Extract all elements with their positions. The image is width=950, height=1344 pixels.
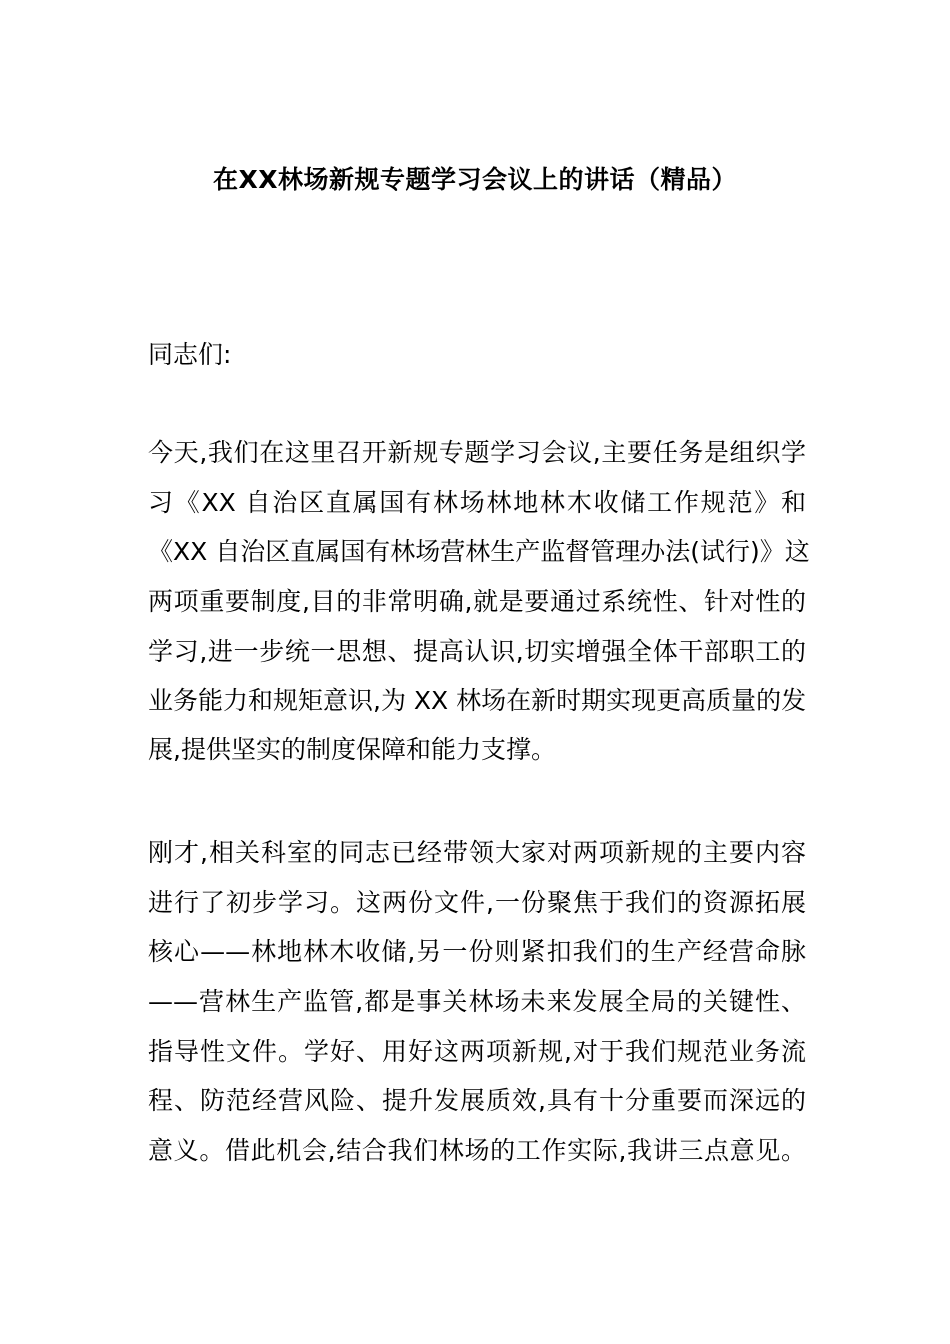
- text-line: 学习,进一步统一思想、提高认识,切实增强全体干部职工的: [148, 637, 806, 666]
- document-title: 在XX林场新规专题学习会议上的讲话（精品）: [212, 165, 738, 194]
- text-line: 意义。借此机会,结合我们林场的工作实际,我讲三点意见。: [148, 1136, 806, 1165]
- text-line: 展,提供坚实的制度保障和能力支撑。: [148, 735, 556, 764]
- text-line: 今天,我们在这里召开新规专题学习会议,主要任务是组织学: [148, 438, 806, 467]
- text-line: 进行了初步学习。这两份文件,一份聚焦于我们的资源拓展: [148, 888, 806, 917]
- text-line: ——营林生产监管,都是事关林场未来发展全局的关键性、: [148, 987, 806, 1016]
- salutation: 同志们:: [148, 340, 232, 369]
- text-line: 两项重要制度,目的非常明确,就是要通过系统性、针对性的: [148, 587, 806, 616]
- text-line: 刚才,相关科室的同志已经带领大家对两项新规的主要内容: [148, 838, 806, 867]
- text-line: 指导性文件。学好、用好这两项新规,对于我们规范业务流: [148, 1037, 806, 1066]
- text-line: 核心——林地林木收储,另一份则紧扣我们的生产经营命脉: [148, 937, 806, 966]
- text-line: 《XX 自治区直属国有林场营林生产监督管理办法(试行)》这: [148, 537, 810, 566]
- text-line: 业务能力和规矩意识,为 XX 林场在新时期实现更高质量的发: [148, 686, 807, 715]
- text-line: 程、防范经营风险、提升发展质效,具有十分重要而深远的: [148, 1086, 806, 1115]
- text-line: 习《XX 自治区直属国有林场林地林木收储工作规范》和: [148, 488, 806, 517]
